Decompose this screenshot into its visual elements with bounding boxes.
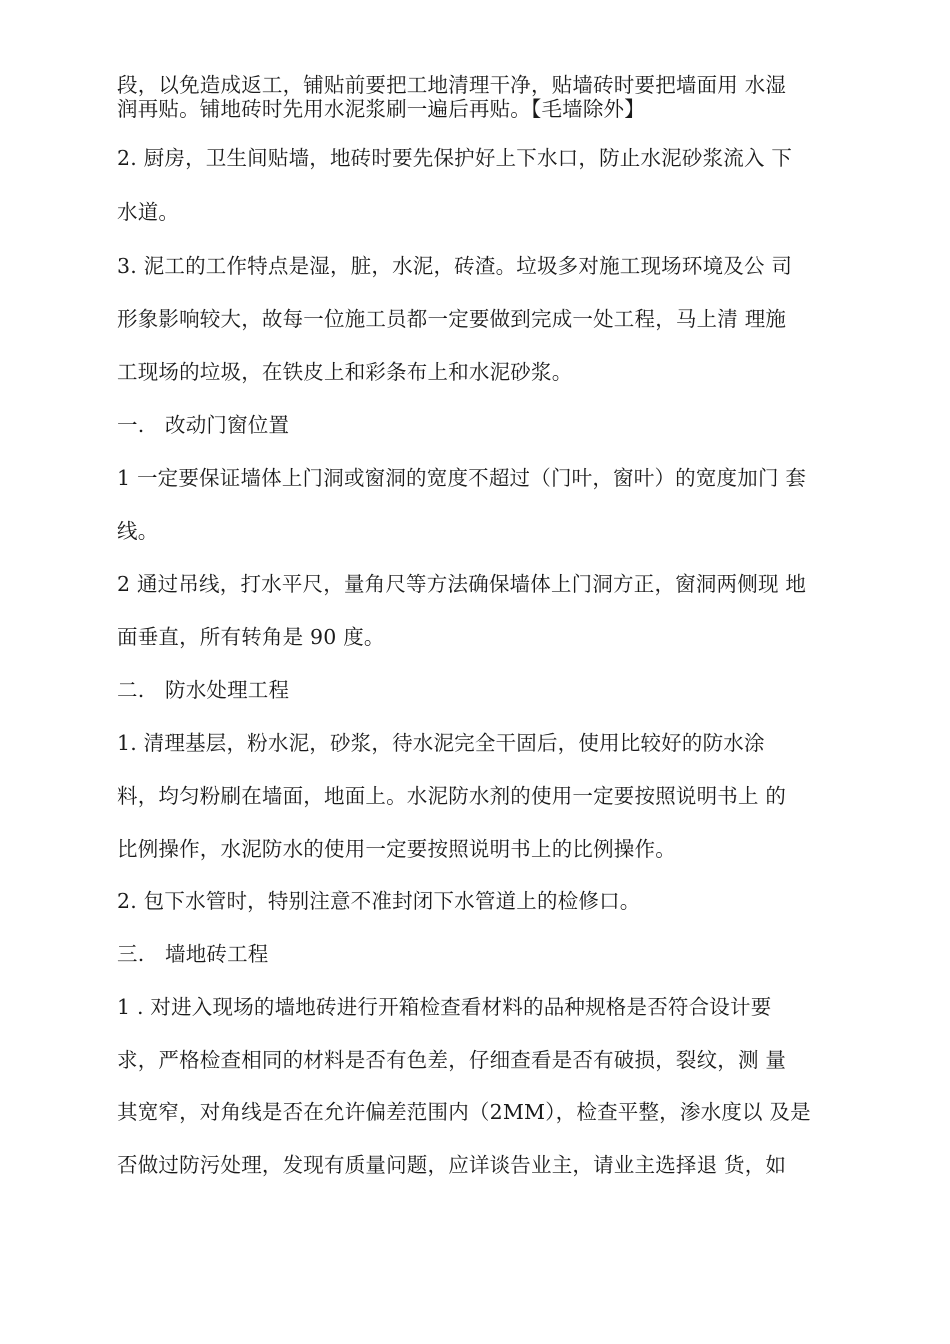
paragraph-line: 形象影响较大，故每一位施工员都一定要做到完成一处工程，马上清 理施	[117, 307, 787, 331]
section-title: 防水处理工程	[165, 678, 290, 702]
paragraph-line: 料，均匀粉刷在墙面，地面上。水泥防水剂的使用一定要按照说明书上 的	[117, 784, 787, 808]
paragraph-line: 面垂直，所有转角是 90 度。	[117, 625, 385, 649]
paragraph-line: 比例操作，水泥防水的使用一定要按照说明书上的比例操作。	[117, 837, 676, 861]
section-title: 改动门窗位置	[165, 413, 290, 437]
paragraph-line: 2. 厨房，卫生间贴墙，地砖时要先保护好上下水口，防止水泥砂浆流入 下	[117, 146, 793, 170]
section-number: 二.	[117, 678, 145, 702]
paragraph-line: 1. 清理基层，粉水泥，砂浆，待水泥完全干固后，使用比较好的防水涂	[117, 731, 765, 755]
section-number: 三.	[117, 942, 145, 966]
paragraph-line: 段，以免造成返工，铺贴前要把工地清理干净，贴墙砖时要把墙面用 水湿	[117, 73, 787, 97]
section-title: 墙地砖工程	[165, 942, 269, 966]
paragraph-line: 2 通过吊线，打水平尺，量角尺等方法确保墙体上门洞方正，窗洞两侧现 地	[117, 572, 807, 596]
paragraph-line: 水道。	[117, 200, 180, 224]
paragraph-line: 否做过防污处理，发现有质量问题，应详谈告业主，请业主选择退 货，如	[117, 1153, 787, 1177]
section-heading	[117, 942, 269, 966]
paragraph-line: 2. 包下水管时，特别注意不准封闭下水管道上的检修口。	[117, 889, 641, 913]
paragraph-line: 求，严格检查相同的材料是否有色差，仔细查看是否有破损，裂纹，测 量	[117, 1048, 787, 1072]
section-heading	[117, 678, 289, 702]
section-number: 一.	[117, 413, 145, 437]
paragraph-line: 线。	[117, 519, 159, 543]
section-heading	[117, 413, 289, 437]
paragraph-line: 润再贴。铺地砖时先用水泥浆刷一遍后再贴。【毛墙除外】	[117, 97, 645, 121]
paragraph-line: 工现场的垃圾，在铁皮上和彩条布上和水泥砂浆。	[117, 360, 573, 384]
paragraph-line: 3. 泥工的工作特点是湿，脏，水泥，砖渣。垃圾多对施工现场环境及公 司	[117, 254, 793, 278]
paragraph-line: 其宽窄，对角线是否在允许偏差范围内（2MM），检查平整，渗水度以 及是	[117, 1100, 811, 1124]
paragraph-line: 1 一定要保证墙体上门洞或窗洞的宽度不超过（门叶，窗叶）的宽度加门 套	[117, 466, 807, 490]
paragraph-line: 1 . 对进入现场的墙地砖进行开箱检查看材料的品种规格是否符合设计要	[117, 995, 772, 1019]
